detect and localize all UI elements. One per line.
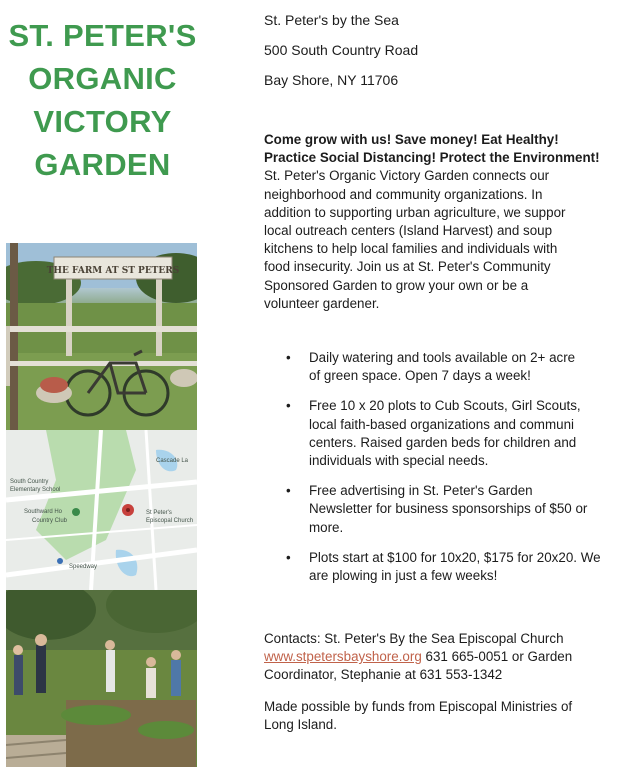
list-item-line: Newsletter for business sponsorships of $50 or	[309, 501, 588, 517]
location-map	[6, 430, 197, 590]
list-item-line: Daily watering and tools available on 2+ acre	[309, 350, 576, 365]
bullet-icon: •	[286, 398, 291, 414]
bullet-icon: •	[286, 549, 291, 565]
website-link[interactable]: www.stpetersbayshore.org	[264, 649, 422, 665]
phone-text: 631 665-0051 or Garden	[421, 649, 573, 665]
garden-photo	[6, 590, 197, 767]
list-item-line: more.	[309, 519, 344, 535]
headline-line: Practice Social Distancing! Protect the Environment!	[264, 150, 600, 166]
map-label: Country Club	[32, 518, 68, 524]
map-label: South Country	[10, 479, 49, 485]
map-label: Southward Ho	[24, 509, 63, 515]
map-label: Cascade La	[156, 458, 189, 464]
list-item-line: are plowing in just a few weeks!	[309, 568, 498, 584]
list-item	[286, 482, 637, 537]
address-line: St. Peter's by the Sea	[264, 12, 399, 28]
intro-line: kitchens to help local families and individuals with	[264, 241, 558, 257]
farm-sign-text: THE FARM AT ST PETERS	[46, 266, 180, 276]
title-line: VICTORY	[33, 104, 172, 139]
flyer-title	[0, 14, 205, 186]
intro-line: neighborhood and community organizations. In	[264, 186, 543, 202]
list-item-line: centers. Raised garden beds for children and	[309, 434, 577, 450]
list-item	[286, 349, 637, 385]
benefits-list	[286, 349, 637, 597]
list-item-line: Free advertising in St. Peter's Garden	[309, 483, 533, 499]
title-line: ST. PETER'S	[8, 18, 197, 53]
intro-line: local outreach centers (Island Harvest) and soup	[264, 223, 553, 239]
address-line: Bay Shore, NY 11706	[264, 72, 399, 88]
address-line: 500 South Country Road	[264, 42, 419, 58]
farm-sign-photo	[6, 243, 197, 430]
contacts-line	[264, 648, 572, 666]
map-art	[6, 430, 197, 590]
funding-line: Long Island.	[264, 717, 337, 733]
intro-line: Sponsored Garden to grow your own or be a	[264, 277, 529, 293]
map-label: Episcopal Church	[146, 518, 194, 524]
contacts-section	[264, 630, 572, 685]
title-line: ORGANIC	[28, 61, 177, 96]
list-item-line: Free 10 x 20 plots to Cub Scouts, Girl Scouts,	[309, 398, 581, 414]
intro-line: St. Peter's Organic Victory Garden connects our	[264, 168, 550, 184]
address-block	[264, 5, 418, 95]
map-label: Speedway	[69, 564, 98, 570]
contacts-line: Contacts: St. Peter's By the Sea Episcopal Church	[264, 631, 564, 646]
list-item-line: of green space. Open 7 days a week!	[309, 368, 531, 384]
intro-section	[264, 131, 637, 313]
intro-line: volunteer gardener.	[264, 295, 380, 311]
list-item-line: Plots start at $100 for 10x20, $175 for 20x20. We	[309, 549, 601, 565]
list-item-line: individuals with special needs.	[309, 453, 489, 469]
bullet-icon: •	[286, 350, 291, 365]
intro-line: addition to supporting urban agriculture, we suppor	[264, 204, 566, 220]
list-item	[286, 549, 637, 585]
funding-line: Made possible by funds from Episcopal Ministries of	[264, 699, 573, 714]
map-label: Elementary School	[10, 487, 61, 493]
funding-section	[264, 698, 572, 734]
bullet-icon: •	[286, 483, 291, 499]
intro-line: food insecurity. Join us at St. Peter's Community	[264, 259, 551, 275]
map-label: St Peter's	[146, 510, 172, 516]
garden-photo-art	[6, 590, 197, 767]
title-line: GARDEN	[34, 147, 171, 182]
list-item-line: local faith-based organizations and communi	[309, 416, 574, 432]
contacts-line: Coordinator, Stephanie at 631 553-1342	[264, 667, 503, 683]
headline-line: Come grow with us! Save money! Eat Healthy!	[264, 132, 559, 147]
list-item	[286, 397, 637, 470]
farm-photo-art	[6, 243, 197, 430]
